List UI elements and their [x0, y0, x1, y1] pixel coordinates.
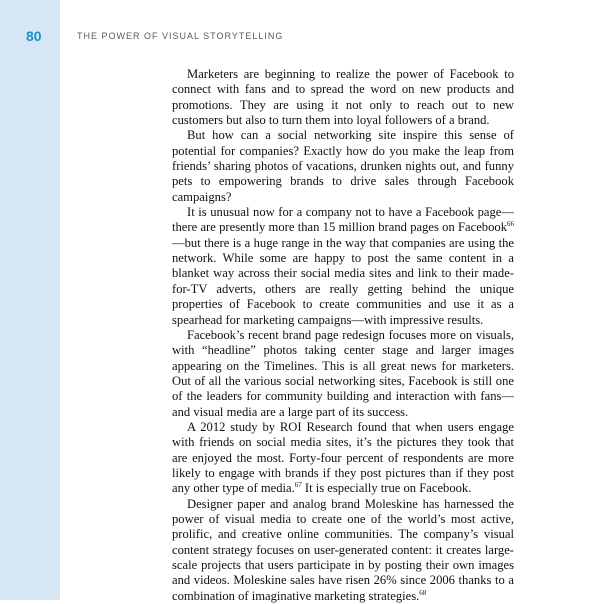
running-head: THE POWER OF VISUAL STORYTELLING — [77, 31, 284, 41]
page-number: 80 — [26, 28, 42, 44]
paragraph — [172, 67, 514, 128]
paragraph-text: A 2012 study by ROI Research found that when users engage with friends on social media sites, it’s the pictures they took that are enjoyed the most. Forty-four percent of respondents are more likely to engage with brands if they post pictures than if they post any other type of media. — [172, 419, 514, 496]
paragraph — [172, 328, 514, 420]
paragraph-text: Marketers are beginning to realize the power of Facebook to connect with fans and to spread the word on new products and promotions. They are using it not only to reach out to new customers but also to turn them into loyal followers of a brand. — [172, 67, 514, 128]
paragraph-text-continued: It is especially true on Facebook. — [301, 481, 472, 496]
page-header — [0, 28, 600, 48]
paragraph-text-continued: —but there is a huge range in the way that companies are using the network. While some are happy to post the same content in a blanket way across their social media sites and link to their made-for-TV adverts, others are really getting behind the unique properties of Facebook to create communities and use it as a spearhead for marketing campaigns—with impressive results. — [172, 235, 514, 327]
paragraph — [172, 128, 514, 205]
footnote-ref: 67 — [294, 481, 302, 490]
paragraph — [172, 420, 514, 497]
paragraph-text: It is unusual now for a company not to have a Facebook page—there are presently more than 15 million brand pages on Facebook — [172, 205, 514, 235]
footnote-ref: 68 — [419, 588, 427, 597]
paragraph-text: Designer paper and analog brand Moleskine has harnessed the power of visual media to create one of the world’s most active, prolific, and creative online communities. The company’s visual content strategy focuses on user-generated content: it creates large-scale projects that users participate in by posting their own images and videos. Moleskine sales have risen 26% since 2006 thanks to a combination of imaginative marketing strategies. — [172, 496, 514, 603]
paragraph-text: Facebook’s recent brand page redesign focuses more on visuals, with “headline” photos taking center stage and larger images appearing on the Timelines. This is all great news for marketers. Out of all the various social networking sites, Facebook is still one of the leaders for community building and interaction with fans—and visual media are a large part of its success. — [172, 327, 514, 419]
paragraph — [172, 497, 514, 604]
body-text — [172, 67, 514, 604]
paragraph-text: But how can a social networking site inspire this sense of potential for companies? Exactly how do you make the leap from friends’ sharing photos of vacations, drunken nights out, and funny pets to empowering brands to drive sales through Facebook campaigns? — [172, 128, 514, 204]
page-margin-band — [0, 0, 60, 600]
footnote-ref: 66 — [507, 220, 514, 229]
paragraph — [172, 205, 514, 328]
